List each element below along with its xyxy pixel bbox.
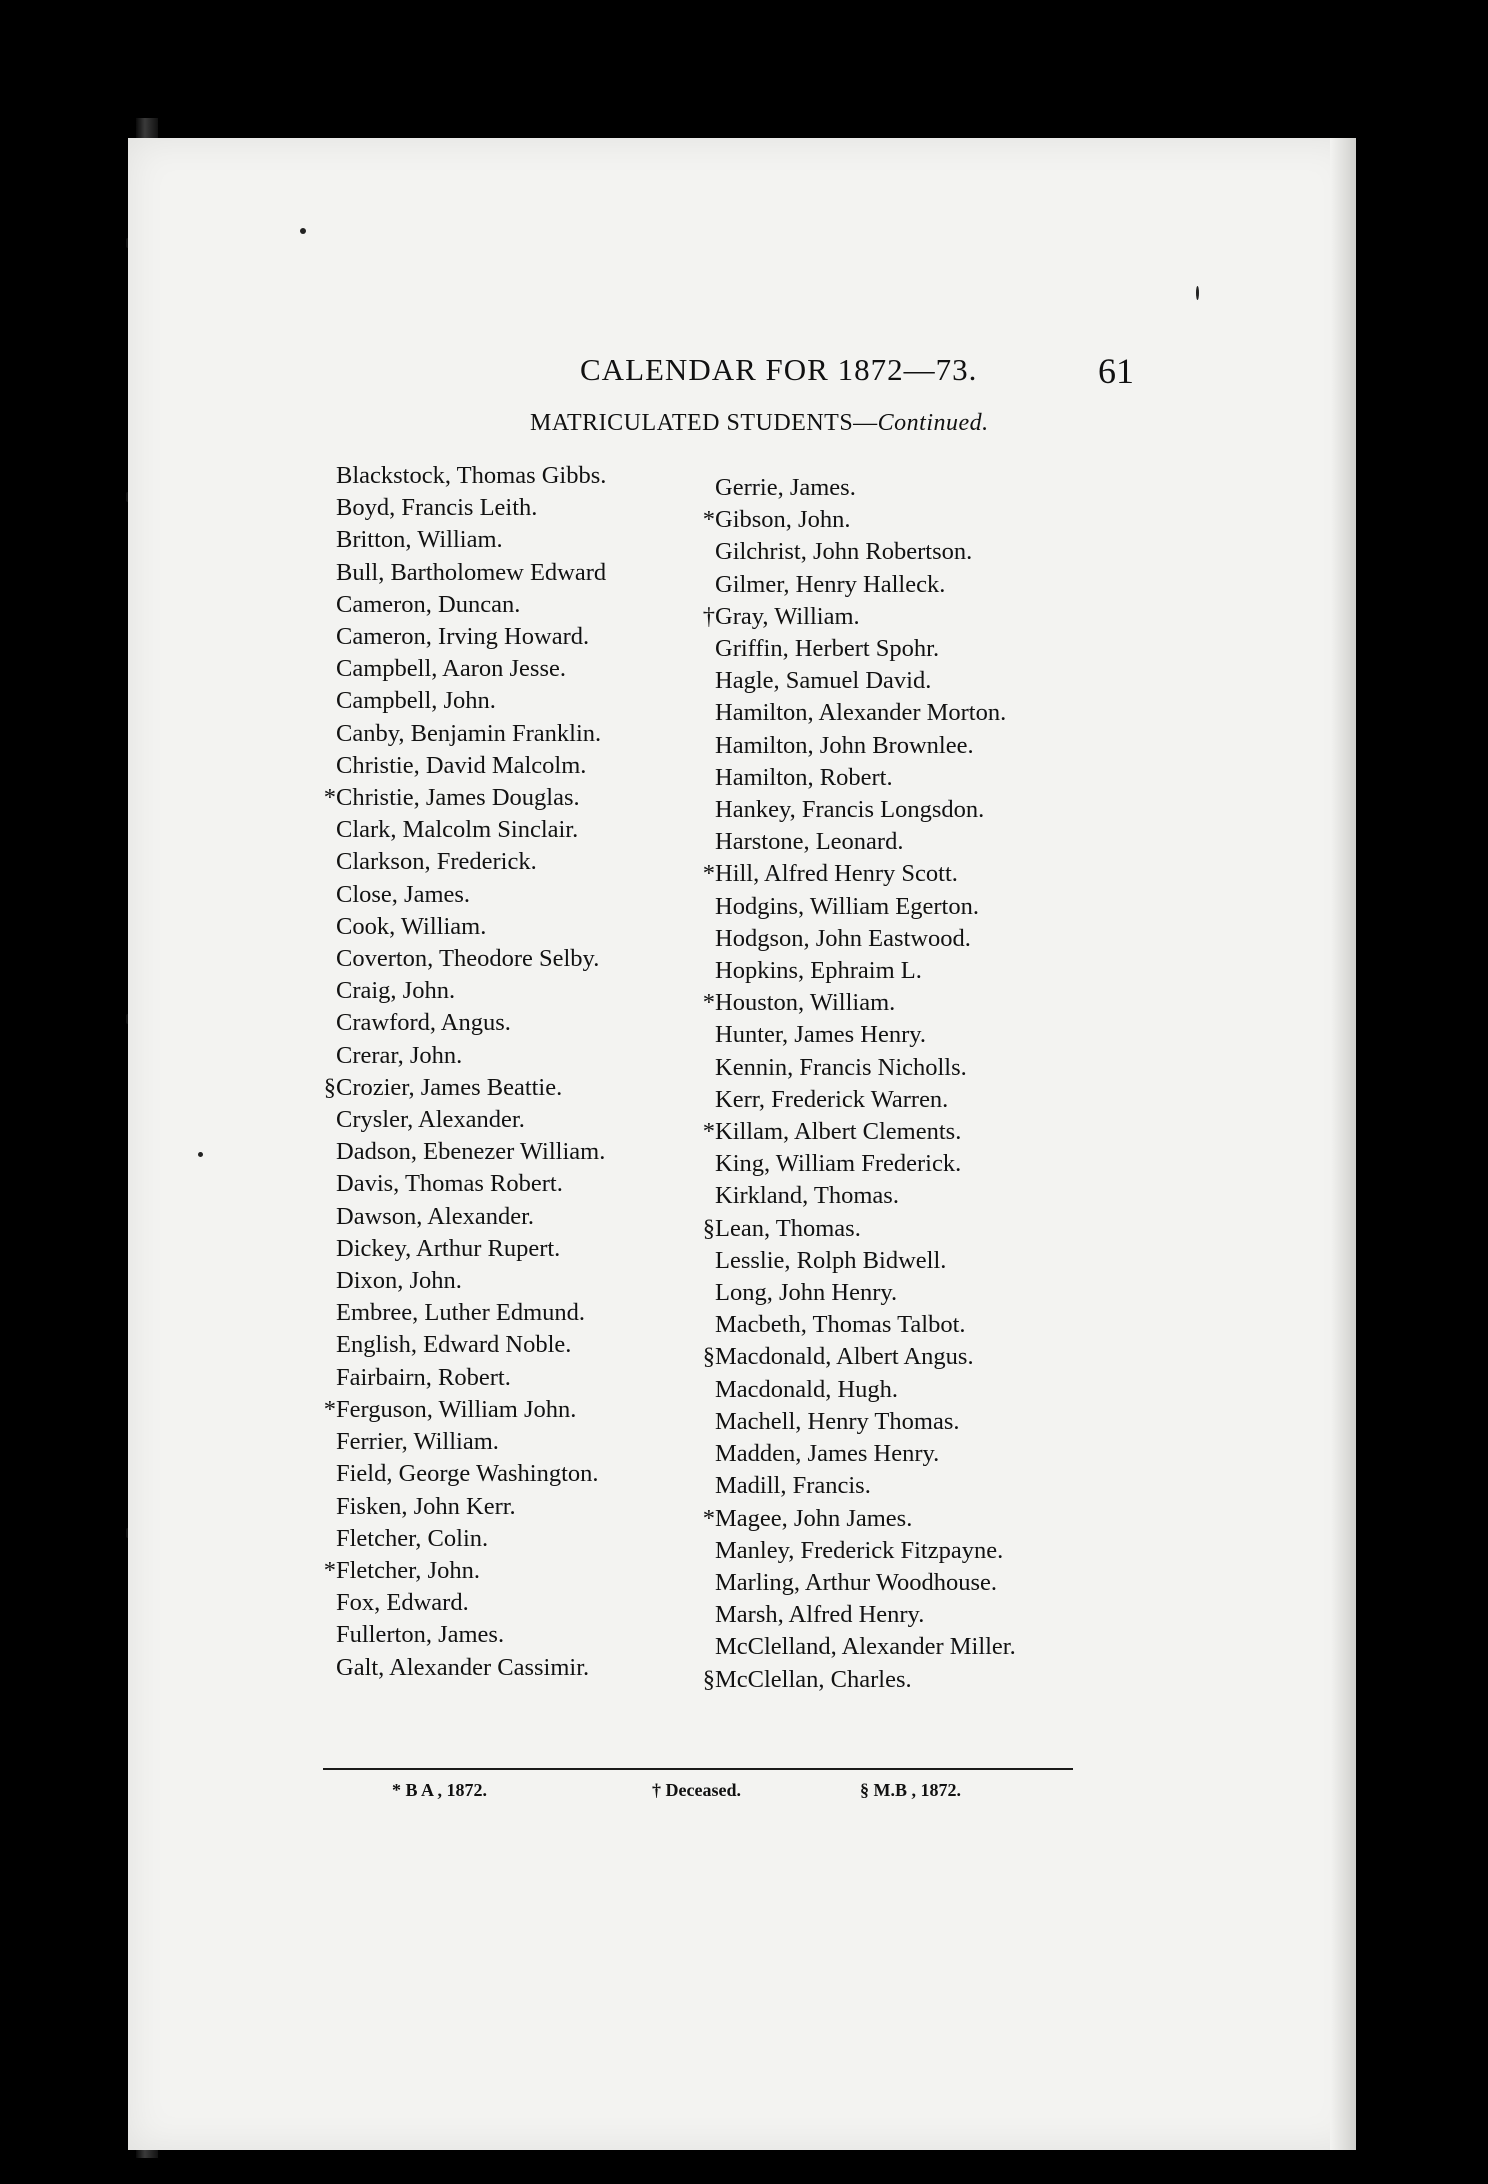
student-name: Campbell, John. (336, 687, 496, 715)
student-name: Killam, Albert Clements. (715, 1118, 962, 1146)
student-name: Fisken, John Kerr. (336, 1492, 516, 1520)
student-entry (336, 1652, 696, 1684)
student-entry (336, 1587, 696, 1619)
student-name: Fullerton, James. (336, 1621, 505, 1649)
student-entry (323, 1555, 696, 1587)
student-name: Madden, James Henry. (715, 1440, 940, 1468)
footnote-mark: * (323, 1395, 336, 1423)
footnote-deceased: † Deceased. (652, 1780, 741, 1800)
student-entry (715, 1406, 1115, 1438)
student-name: Cook, William. (336, 912, 487, 940)
student-name: Campbell, Aaron Jesse. (336, 655, 566, 683)
scan-speck (1196, 286, 1199, 300)
footnote-mark: § (702, 1665, 715, 1693)
student-name: Crozier, James Beattie. (336, 1073, 563, 1101)
student-entry (715, 955, 1115, 987)
footnote-mark: * (702, 1504, 715, 1532)
student-name: Macdonald, Hugh. (715, 1375, 899, 1403)
student-entry (336, 1297, 696, 1329)
student-name: Dickey, Arthur Rupert. (336, 1234, 561, 1262)
student-name: Gerrie, James. (715, 474, 856, 501)
footnote-mark: † (702, 602, 715, 630)
student-name: Boyd, Francis Leith. (336, 494, 538, 522)
student-entry (715, 1245, 1115, 1277)
student-name: Hodgson, John Eastwood. (715, 924, 971, 952)
page-number: 61 (1098, 351, 1134, 391)
student-name: English, Edward Noble. (336, 1331, 572, 1359)
student-name: Cameron, Irving Howard. (336, 623, 590, 651)
student-entry (715, 569, 1115, 601)
footnote-mark: * (702, 989, 715, 1017)
student-name: Manley, Frederick Fitzpayne. (715, 1536, 1004, 1564)
student-entry (715, 1599, 1115, 1631)
student-entry (336, 1362, 696, 1394)
student-entry (715, 1084, 1115, 1116)
student-name: Field, George Washington. (336, 1460, 599, 1488)
student-name: Bull, Bartholomew Edward (336, 558, 607, 586)
student-name: Ferrier, William. (336, 1428, 499, 1456)
student-name: Christie, David Malcolm. (336, 751, 587, 779)
student-entry (336, 653, 696, 685)
section-title (530, 410, 989, 437)
student-entry (715, 1567, 1115, 1599)
student-entry (336, 1233, 696, 1265)
student-name: Houston, William. (715, 989, 896, 1017)
student-name: Close, James. (336, 880, 471, 908)
student-name: Galt, Alexander Cassimir. (336, 1653, 590, 1681)
section-title-main: MATRICULATED STUDENTS— (530, 410, 878, 436)
student-name: Griffin, Herbert Spohr. (715, 635, 940, 663)
student-name: Hagle, Samuel David. (715, 667, 932, 695)
student-entry (702, 601, 1115, 633)
student-name: Fox, Edward. (336, 1589, 469, 1617)
student-name: McClelland, Alexander Miller. (715, 1633, 1016, 1661)
student-name: Kirkland, Thomas. (715, 1182, 899, 1210)
student-entry (702, 1116, 1115, 1148)
scan-speck (300, 228, 306, 234)
student-name: Kennin, Francis Nicholls. (715, 1053, 967, 1081)
student-name: Harstone, Leonard. (715, 828, 904, 856)
student-entry (715, 697, 1115, 729)
scan-speck (198, 1152, 203, 1157)
student-entry (336, 1619, 696, 1651)
student-name: Christie, James Douglas. (336, 784, 580, 812)
student-name: Fairbairn, Robert. (336, 1363, 511, 1391)
student-entry (323, 1394, 696, 1426)
student-name: Fletcher, Colin. (336, 1524, 489, 1552)
student-name: Dadson, Ebenezer William. (336, 1138, 606, 1166)
student-name: Gilchrist, John Robertson. (715, 538, 973, 566)
student-name: McClellan, Charles. (715, 1665, 912, 1693)
student-name: Hunter, James Henry. (715, 1021, 927, 1049)
student-name: Hamilton, Robert. (715, 763, 893, 791)
student-entry (715, 1052, 1115, 1084)
footnote-rule (323, 1768, 1073, 1770)
student-name: Hamilton, Alexander Morton. (715, 699, 1007, 727)
student-name: Blackstock, Thomas Gibbs. (336, 462, 607, 489)
student-name: Lesslie, Rolph Bidwell. (715, 1246, 947, 1274)
student-entry (715, 1535, 1115, 1567)
student-entry (715, 472, 1115, 504)
student-name: Hamilton, John Brownlee. (715, 731, 974, 759)
student-entry (336, 1201, 696, 1233)
student-name: Dixon, John. (336, 1267, 462, 1295)
footnote-mark: * (702, 506, 715, 534)
student-name: Crysler, Alexander. (336, 1106, 525, 1134)
student-entry (323, 782, 696, 814)
student-entry (715, 826, 1115, 858)
student-entry (336, 492, 696, 524)
student-entry (702, 1213, 1115, 1245)
section-title-continued: Continued. (877, 410, 989, 436)
student-name: Crerar, John. (336, 1041, 463, 1069)
student-entry (336, 1136, 696, 1168)
student-name: Hill, Alfred Henry Scott. (715, 860, 958, 888)
student-name: Crawford, Angus. (336, 1009, 511, 1037)
student-name: Kerr, Frederick Warren. (715, 1085, 949, 1113)
student-name: Magee, John James. (715, 1504, 913, 1532)
footnote-mb: § M.B , 1872. (860, 1780, 961, 1800)
student-entry (715, 1470, 1115, 1502)
student-name: Ferguson, William John. (336, 1395, 577, 1423)
student-entry (336, 589, 696, 621)
student-name: Hodgins, William Egerton. (715, 892, 979, 920)
footnote-mark: * (323, 1556, 336, 1584)
footnote-mark: § (323, 1073, 336, 1101)
student-entry (702, 1503, 1115, 1535)
student-entry (702, 1341, 1115, 1373)
student-name: Embree, Luther Edmund. (336, 1299, 586, 1327)
student-name: Macdonald, Albert Angus. (715, 1343, 974, 1371)
student-entry (715, 891, 1115, 923)
student-entry (336, 1523, 696, 1555)
student-entry (702, 858, 1115, 890)
footnote-mark: § (702, 1214, 715, 1242)
student-name: Cameron, Duncan. (336, 590, 521, 618)
student-entry (715, 1180, 1115, 1212)
student-name: Dawson, Alexander. (336, 1202, 534, 1230)
student-entry (715, 1438, 1115, 1470)
student-list-right (702, 472, 1115, 1696)
student-name: Machell, Henry Thomas. (715, 1407, 960, 1435)
student-entry (336, 718, 696, 750)
student-name: Long, John Henry. (715, 1279, 898, 1307)
footnote-mark: * (323, 784, 336, 812)
student-entry (336, 1168, 696, 1200)
student-entry (715, 665, 1115, 697)
footnote-mark: * (702, 860, 715, 888)
student-entry (336, 621, 696, 653)
student-entry (336, 460, 696, 492)
page-edge-shadow (1330, 138, 1356, 2150)
student-entry (715, 1019, 1115, 1051)
student-entry (323, 1072, 696, 1104)
student-entry (336, 1007, 696, 1039)
student-name: Davis, Thomas Robert. (336, 1170, 563, 1198)
student-name: Craig, John. (336, 977, 456, 1005)
student-name: Gilmer, Henry Halleck. (715, 570, 946, 598)
student-name: Hopkins, Ephraim L. (715, 957, 922, 985)
student-entry (336, 975, 696, 1007)
student-entry (336, 1458, 696, 1490)
student-name: Marling, Arthur Woodhouse. (715, 1568, 998, 1596)
student-entry (715, 1277, 1115, 1309)
student-name: King, William Frederick. (715, 1150, 962, 1178)
student-name: Canby, Benjamin Franklin. (336, 719, 602, 747)
student-entry (715, 536, 1115, 568)
footnote-mark: § (702, 1343, 715, 1371)
student-name: Clarkson, Frederick. (336, 848, 537, 876)
student-name: Clark, Malcolm Sinclair. (336, 816, 579, 844)
student-entry (336, 557, 696, 589)
student-entry (336, 524, 696, 556)
student-entry (715, 1374, 1115, 1406)
student-entry (715, 633, 1115, 665)
student-name: Gray, William. (715, 602, 860, 630)
student-entry (336, 1329, 696, 1361)
student-entry (702, 504, 1115, 536)
student-name: Macbeth, Thomas Talbot. (715, 1311, 966, 1339)
student-name: Madill, Francis. (715, 1472, 871, 1500)
student-entry (715, 730, 1115, 762)
student-entry (336, 814, 696, 846)
student-entry (336, 1426, 696, 1458)
student-entry (715, 762, 1115, 794)
student-entry (715, 1631, 1115, 1663)
student-entry (336, 1104, 696, 1136)
footnote-ba: * B A , 1872. (392, 1780, 488, 1800)
student-entry (715, 923, 1115, 955)
student-name: Marsh, Alfred Henry. (715, 1601, 925, 1629)
student-entry (702, 987, 1115, 1019)
student-entry (715, 794, 1115, 826)
footnote-mark: * (702, 1118, 715, 1146)
student-name: Britton, William. (336, 526, 503, 554)
student-entry (336, 846, 696, 878)
student-entry (336, 750, 696, 782)
student-name: Hankey, Francis Longsdon. (715, 796, 985, 824)
page-header-title: CALENDAR FOR 1872—73. (580, 352, 978, 387)
student-entry (715, 1309, 1115, 1341)
student-list-left (323, 460, 696, 1684)
student-entry (336, 1491, 696, 1523)
student-name: Fletcher, John. (336, 1556, 480, 1584)
student-entry (336, 1040, 696, 1072)
student-name: Coverton, Theodore Selby. (336, 945, 600, 973)
student-entry (702, 1664, 1115, 1696)
student-entry (336, 685, 696, 717)
student-name: Lean, Thomas. (715, 1214, 861, 1242)
student-entry (336, 911, 696, 943)
student-entry (336, 1265, 696, 1297)
student-entry (336, 943, 696, 975)
student-entry (715, 1148, 1115, 1180)
student-entry (336, 879, 696, 911)
student-name: Gibson, John. (715, 506, 851, 534)
